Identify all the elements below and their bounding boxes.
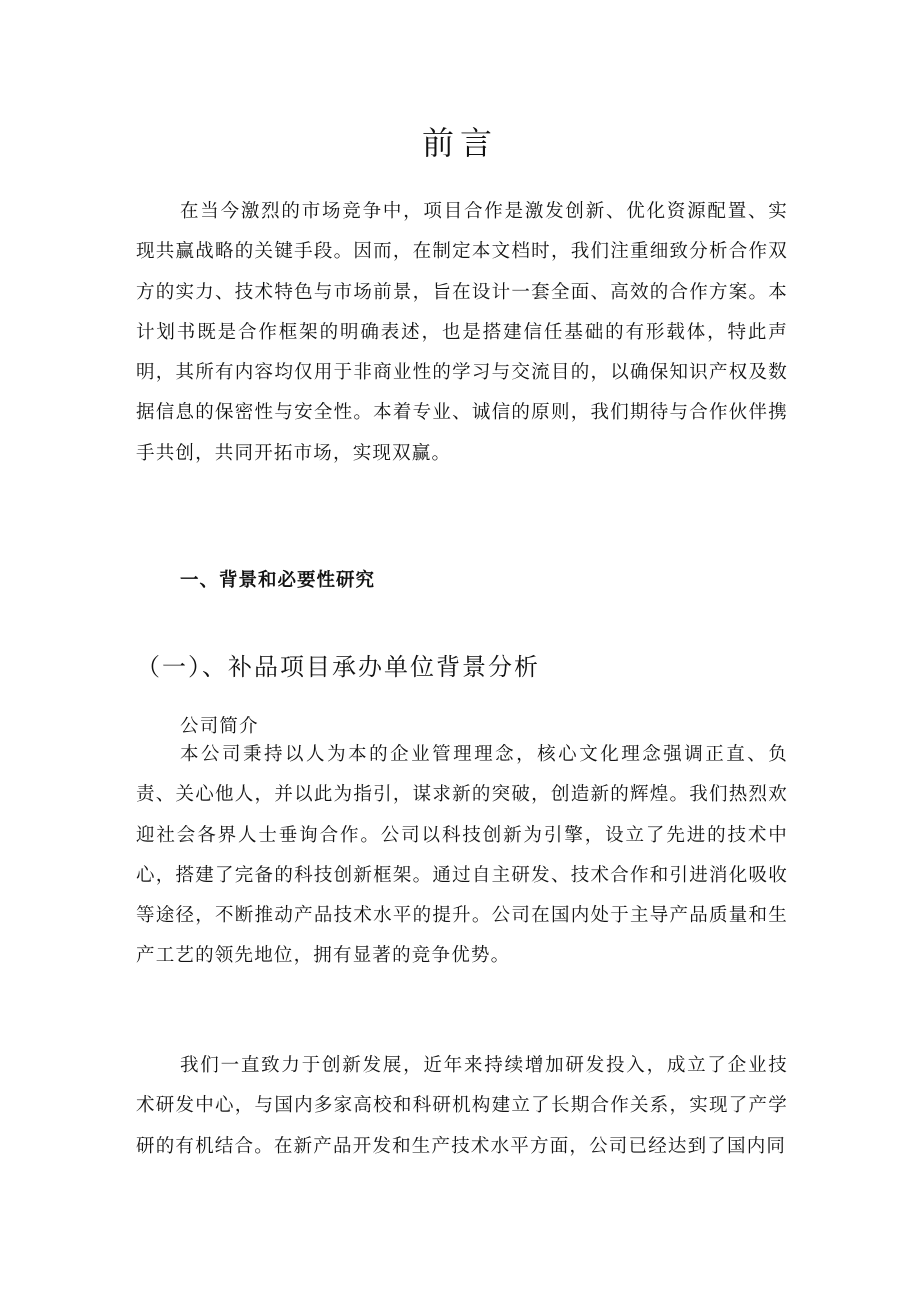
page-title: 前言 — [421, 124, 498, 162]
preface-paragraph: 在当今激烈的市场竞争中，项目合作是激发创新、优化资源配置、实现共赢战略的关键手段。因而，在制定本文档时，我们注重细致分析合作双方的实力、技术特色与市场前景，旨在设计一套全面、高效的合作方案。本计划书既是合作框架的明确表述，也是搭建信任基础的有形载体，特此声明，其所有内容均仅用于非商业性的学习与交流目的，以确保知识产权及数据信息的保密性与安全性。本着专业、诚信的原则，我们期待与合作伙伴携手共创，共同开拓市场，实现双赢。 — [136, 201, 788, 464]
company-paragraph-1: 本公司秉持以人为本的企业管理理念，核心文化理念强调正直、负责、关心他人，并以此为指引，谋求新的突破，创造新的辉煌。我们热烈欢迎社会各界人士垂询合作。公司以科技创新为引擎，设立了先进的技术中心，搭建了完备的科技创新框架。通过自主研发、技术合作和引进消化吸收等途径，不断推动产品技术水平的提升。公司在国内处于主导产品质量和生产工艺的领先地位，拥有显著的竞争优势。 — [136, 744, 788, 967]
subsection-heading: （一）、补品项目承办单位背景分析 — [136, 653, 540, 681]
section-heading: 一、背景和必要性研究 — [180, 570, 376, 591]
company-intro-label: 公司简介 — [180, 716, 259, 737]
company-paragraph-2: 我们一直致力于创新发展，近年来持续增加研发投入，成立了企业技术研发中心，与国内多家高校和科研机构建立了长期合作关系，实现了产学研的有机结合。在新产品开发和生产技术水平方面，公司已经达到了国内同 — [136, 1055, 788, 1157]
